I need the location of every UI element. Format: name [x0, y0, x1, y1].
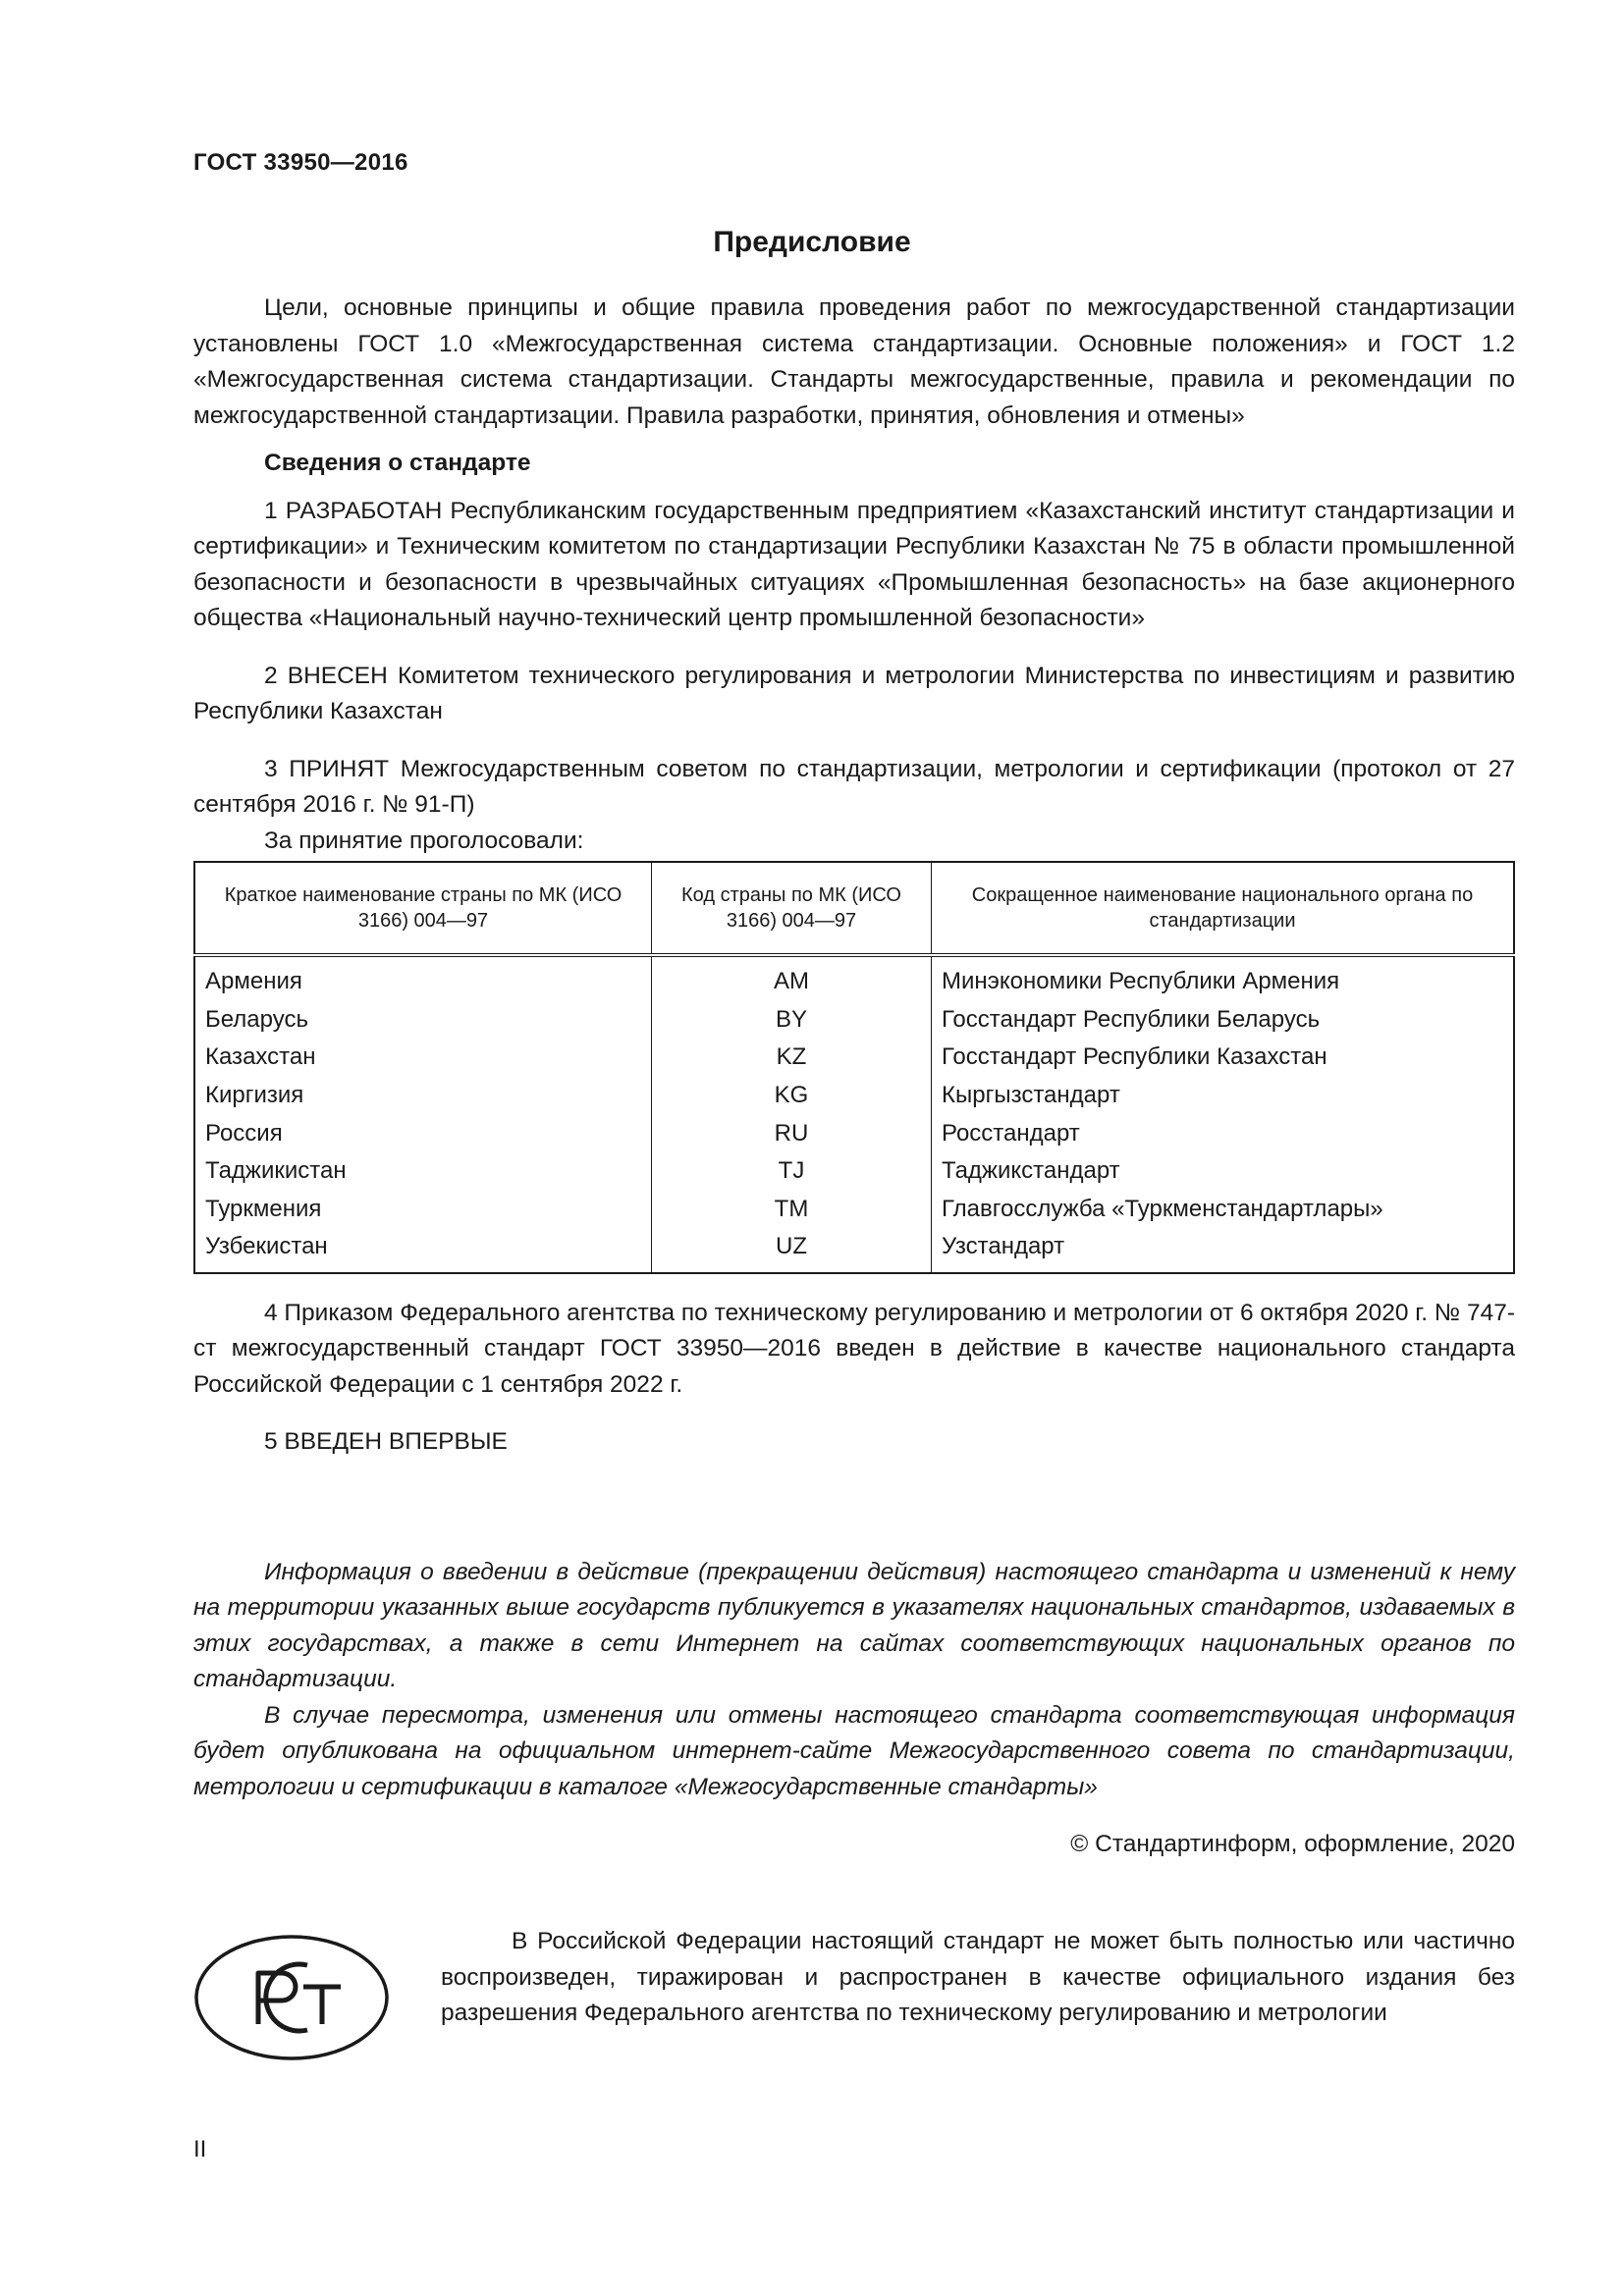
notice-text: В Российской Федерации настоящий стандарт не может быть полностью или частично воспроизведен, тиражирован и распространен в качестве официального издания без разрешения Федерального агентства по техническому регулированию и метрологии — [441, 1928, 1515, 2026]
table-header-body: Сокращенное наименование национального органа по стандартизации — [932, 862, 1515, 955]
rst-certification-mark-icon — [193, 1934, 390, 2061]
member-states-table — [193, 861, 1515, 1274]
standards-body: Кыргызстандарт — [942, 1082, 1120, 1109]
copyright-line: © Стандартинформ, оформление, 2020 — [1070, 1831, 1515, 1858]
country-name: Таджикистан — [194, 1152, 652, 1191]
standards-body: Госстандарт Республики Казахстан — [942, 1043, 1327, 1071]
item-introduced: 2 ВНЕСЕН Комитетом технического регулирования и метрологии Министерства по инвестициям и развитию Республики Казахстан — [193, 662, 1515, 724]
table-row — [194, 1001, 1514, 1040]
page-title: Предисловие — [713, 226, 911, 258]
country-code: TM — [652, 1191, 932, 1229]
standards-body: Главгосслужба «Туркменстандартлары» — [942, 1195, 1383, 1222]
table-row — [194, 1228, 1514, 1273]
info-paragraph-2: В случае пересмотра, изменения или отмены настоящего стандарта соответствующая информация будет опубликована на официальном интернет-сайте Межгосударственного совета по стандартизации, метрологии и сертификации в каталоге «Межгосударственные стандарты» — [193, 1701, 1515, 1800]
reproduction-notice-block — [193, 1924, 1515, 2120]
intro-paragraph: Цели, основные принципы и общие правила проведения работ по межгосударственной стандартизации установлены ГОСТ 1.0 «Межгосударственная система стандартизации. Основные положения» и ГОСТ 1.2 «Межгосударственная система стандартизации. Стандарты межгосударственные, правила и рекомендации по межгосударственной стандартизации. Правила разработки, принятия, обновления и отмены» — [193, 294, 1515, 429]
table-row — [194, 955, 1514, 1001]
table-header-code: Код страны по МК (ИСО 3166) 004—97 — [652, 862, 932, 955]
item-developed: 1 РАЗРАБОТАН Республиканским государственным предприятием «Казахстанский институт стандартизации и сертификации» и Техническим комитетом по стандартизации Республики Казахстан № 75 в области промышленной безопасности и безопасности в чрезвычайных ситуациях «Промышленная безопасность» на базе акционерного общества «Национальный научно-технический центр промышленной безопасности» — [193, 497, 1515, 631]
item-order: 4 Приказом Федерального агентства по техническому регулированию и метрологии от 6 октября 2020 г. № 747-ст межгосударственный стандарт ГОСТ 33950—2016 введен в действие в качестве национального стандарта Российской Федерации с 1 сентября 2022 г. — [193, 1299, 1515, 1398]
country-code: AM — [652, 955, 932, 1001]
table-row — [194, 1114, 1514, 1152]
country-name: Казахстан — [194, 1039, 652, 1077]
table-header-country: Краткое наименование страны по МК (ИСО 3166) 004—97 — [194, 862, 652, 955]
country-code: UZ — [652, 1228, 932, 1273]
country-code: RU — [652, 1114, 932, 1152]
standards-body: Минэкономики Республики Армения — [942, 968, 1340, 995]
table-header-row — [194, 862, 1514, 955]
country-name: Киргизия — [194, 1077, 652, 1115]
info-paragraph-1: Информация о введении в действие (прекращении действия) настоящего стандарта и изменений к нему на территории указанных выше государств публикуется в указателях национальных стандартов, издаваемых в этих государствах, а также в сети Интернет на сайтах соответствующих национальных органов по стандартизации. — [193, 1558, 1515, 1693]
document-code-header: ГОСТ 33950—2016 — [193, 149, 408, 176]
country-name: Туркмения — [194, 1191, 652, 1229]
country-name: Беларусь — [194, 1001, 652, 1040]
country-code: KZ — [652, 1039, 932, 1077]
reproduction-notice — [441, 1924, 1515, 2032]
item-first-introduced: 5 ВВЕДЕН ВПЕРВЫЕ — [264, 1428, 508, 1456]
table-row — [194, 1039, 1514, 1077]
country-code: TJ — [652, 1152, 932, 1191]
standards-body: Таджикстандарт — [942, 1157, 1120, 1185]
table-row — [194, 1077, 1514, 1115]
standards-body: Узстандарт — [942, 1233, 1065, 1260]
spacer — [193, 1461, 1515, 1555]
country-code: KG — [652, 1077, 932, 1115]
standards-body: Росстандарт — [942, 1119, 1080, 1147]
item-adopted: 3 ПРИНЯТ Межгосударственным советом по стандартизации, метрологии и сертификации (протокол от 27 сентября 2016 г. № 91-П) — [193, 755, 1515, 818]
standards-body: Госстандарт Республики Беларусь — [942, 1005, 1321, 1033]
country-name: Россия — [194, 1114, 652, 1152]
country-name: Армения — [194, 955, 652, 1001]
country-code: BY — [652, 1001, 932, 1040]
country-name: Узбекистан — [194, 1228, 652, 1273]
section-subheading: Сведения о стандарте — [264, 450, 531, 476]
voted-label: За принятие проголосовали: — [264, 827, 584, 854]
main-content — [193, 291, 1515, 1863]
table-row — [194, 1191, 1514, 1229]
page-number: II — [193, 2136, 207, 2163]
table-row — [194, 1152, 1514, 1191]
